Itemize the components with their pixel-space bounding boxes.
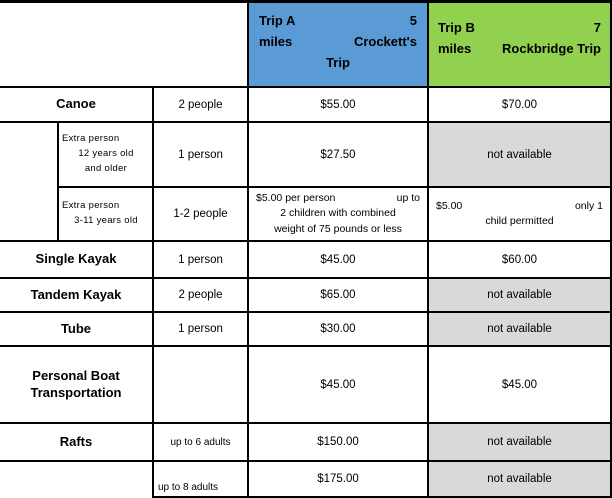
extra-person-3-11-trip-b-price: $5.00 xyxy=(436,199,463,212)
header-trip-b-line2 xyxy=(438,38,601,59)
extra-person-3-11-trip-b-line2: child permitted xyxy=(485,215,554,227)
extra-person-12-plus-label xyxy=(57,123,152,186)
extra-person-12-plus-price-trip-a: $27.50 xyxy=(247,123,427,186)
extra-person-3-11-label-line1: Extra person xyxy=(62,200,120,212)
personal-boat-label: Personal Boat Transportation xyxy=(30,368,122,400)
extra-person-3-11-label-line2: 3-11 years old xyxy=(74,215,138,226)
trip-b-miles-number: 7 xyxy=(593,20,601,35)
extra-person-12-plus-label-line3: and older xyxy=(84,162,128,174)
canoe-label: Canoe xyxy=(56,96,96,112)
single-kayak-price-trip-b: $60.00 xyxy=(427,242,612,277)
single-kayak-label: Single Kayak xyxy=(35,251,117,267)
personal-boat-price-trip-b: $45.00 xyxy=(427,347,612,422)
extra-person-3-11-capacity: 1-2 people xyxy=(152,188,247,240)
tube-price-trip-b: not available xyxy=(427,313,612,345)
rafts-8-price-trip-b: not available xyxy=(427,462,612,498)
header-row xyxy=(0,0,612,88)
canoe-price-trip-a: $55.00 xyxy=(247,88,427,121)
rafts-6-price-trip-b: not available xyxy=(427,424,612,460)
rafts-6-price-trip-a: $150.00 xyxy=(247,424,427,460)
row-tube xyxy=(0,313,612,347)
extra-person-3-11-trip-a-line1 xyxy=(256,191,420,206)
header-trip-a-line3: Trip xyxy=(326,55,350,70)
header-trip-a-line1 xyxy=(259,10,417,31)
tandem-kayak-capacity: 2 people xyxy=(152,279,247,311)
tube-price-trip-a: $30.00 xyxy=(247,313,427,345)
extra-person-3-11-price-trip-a xyxy=(247,188,427,240)
trip-a-route-name: Crockett's xyxy=(353,34,417,49)
tube-capacity: 1 person xyxy=(152,313,247,345)
header-corner-cell xyxy=(0,3,247,86)
extra-person-3-11-trip-a-line2: 2 children with combined xyxy=(280,207,396,220)
canoe-capacity: 2 people xyxy=(152,88,247,121)
personal-boat-capacity xyxy=(152,347,247,422)
trip-b-route-name: Rockbridge Trip xyxy=(502,41,601,56)
extra-person-12-plus-label-line2: 12 years old xyxy=(78,148,134,160)
extra-person-3-11-label xyxy=(57,188,152,240)
rafts-8-label xyxy=(0,462,152,498)
row-personal-boat xyxy=(0,347,612,424)
rafts-label: Rafts xyxy=(59,433,93,449)
canoe-price-trip-b: $70.00 xyxy=(427,88,612,121)
single-kayak-capacity: 1 person xyxy=(152,242,247,277)
extra-person-3-11-trip-b-only1: only 1 xyxy=(574,199,603,212)
extra-person-12-plus-price-trip-b: not available xyxy=(427,123,612,186)
header-trip-a xyxy=(247,3,427,86)
tandem-kayak-label: Tandem Kayak xyxy=(30,286,122,302)
row-extra-person-3-11 xyxy=(57,188,612,240)
header-trip-a-line2 xyxy=(259,31,417,52)
row-tandem-kayak xyxy=(0,279,612,313)
extra-person-3-11-trip-a-upto: up to xyxy=(396,192,420,205)
single-kayak-price-trip-a: $45.00 xyxy=(247,242,427,277)
tube-label: Tube xyxy=(60,320,92,336)
row-single-kayak xyxy=(0,242,612,279)
rafts-8-capacity: up to 8 adults xyxy=(152,462,247,498)
tandem-kayak-price-trip-a: $65.00 xyxy=(247,279,427,311)
header-trip-b-line1 xyxy=(438,17,601,38)
extra-person-12-plus-capacity: 1 person xyxy=(152,123,247,186)
row-rafts-up-to-8 xyxy=(0,462,612,498)
extra-person-3-11-trip-b-line1 xyxy=(436,199,603,214)
personal-boat-price-trip-a: $45.00 xyxy=(247,347,427,422)
extra-person-3-11-trip-a-line3: weight of 75 pounds or less xyxy=(274,222,402,235)
trip-b-name: Trip B xyxy=(438,20,475,35)
row-extra-person-12-plus xyxy=(57,123,612,188)
row-rafts-up-to-6 xyxy=(0,424,612,462)
extra-person-subtable xyxy=(57,123,612,240)
rafts-6-capacity: up to 6 adults xyxy=(152,424,247,460)
extra-person-indent-spacer xyxy=(0,123,57,240)
extra-person-12-plus-label-line1: Extra person xyxy=(62,133,120,145)
trip-a-name: Trip A xyxy=(259,13,296,28)
trip-a-miles-word: miles xyxy=(259,34,293,49)
row-canoe xyxy=(0,88,612,123)
extra-person-rows xyxy=(0,123,612,242)
trip-a-miles-number: 5 xyxy=(409,13,417,28)
extra-person-3-11-price-trip-b xyxy=(427,188,612,240)
trip-b-miles-word: miles xyxy=(438,41,472,56)
header-trip-b xyxy=(427,3,612,86)
tandem-kayak-price-trip-b: not available xyxy=(427,279,612,311)
rafts-8-price-trip-a: $175.00 xyxy=(247,462,427,498)
extra-person-3-11-trip-a-price: $5.00 per person xyxy=(256,192,336,205)
